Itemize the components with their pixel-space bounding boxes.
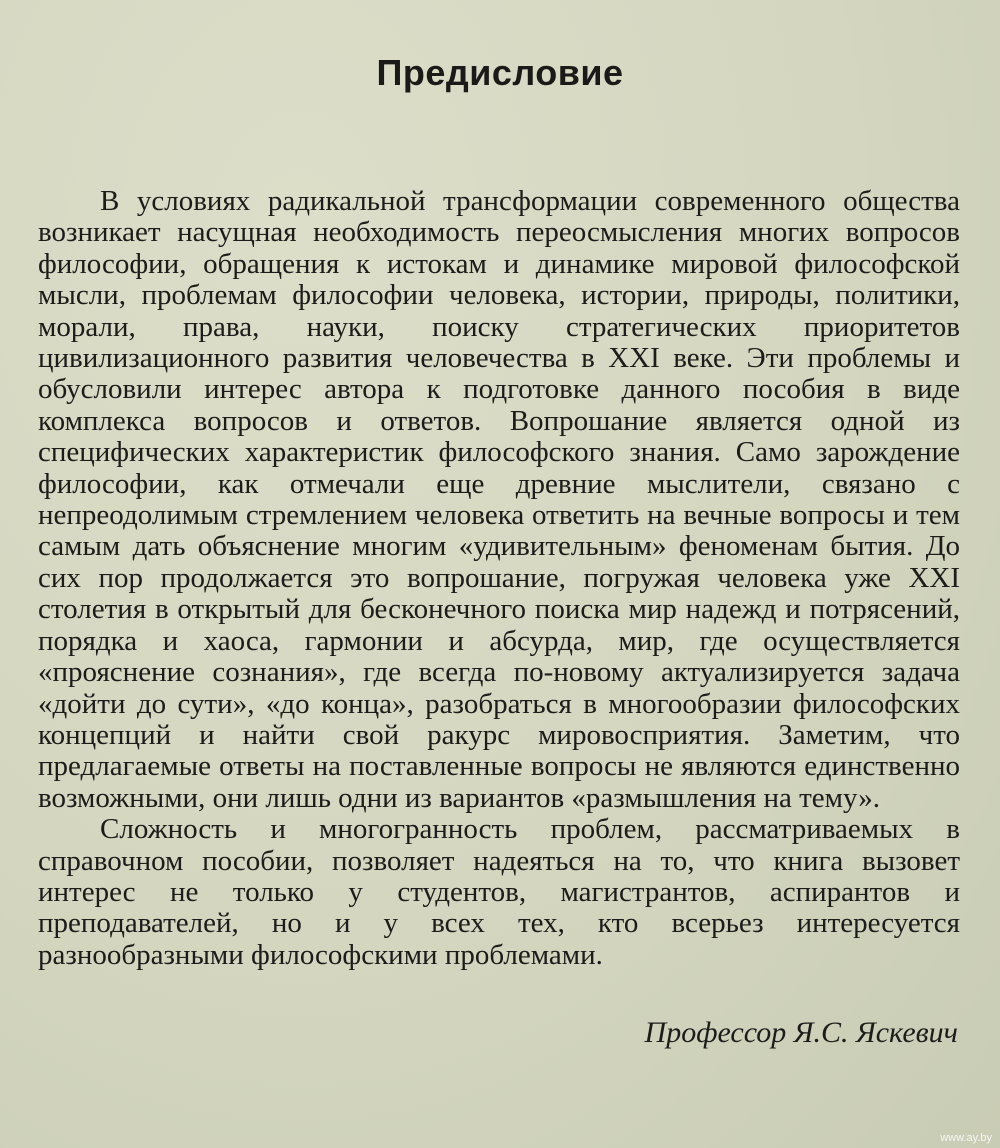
paragraph-1: В условиях радикальной трансформации современного общества возникает насущная необходимость переосмысления многих вопросов философии, обращения к истокам и динамике мировой философской мысли, проблемам философии человека, истории, природы, политики, морали, права, науки, поиску стратегических приоритетов цивилизационного развития человечества в XXI веке. Эти проблемы и обусловили интерес автора к подготовке данного пособия в виде комплекса вопросов и ответов. Вопрошание является одной из специфических характеристик философского знания. Само зарождение философии, как отмечали еще древние мыслители, связано с непреодолимым стремлением человека ответить на вечные вопросы и тем самым дать объяснение многим «удивительным» феноменам бытия. До сих пор продолжается это вопрошание, погружая человека уже XXI столетия в открытый для бесконечного поиска мир надежд и потрясений, порядка и хаоса, гармонии и абсурда, мир, где осуществляется «прояснение сознания», где всегда по-новому актуализируется задача «дойти до сути», «до конца», разобраться в многообразии философских концепций и найти свой ракурс мировосприятия. Заметим, что предлагаемые ответы на поставленные вопросы не являются единственно возможными, они лишь одни из вариантов «размышления на тему». [38,185,960,814]
watermark: www.ay.by [940,1132,992,1144]
author-signature: Профессор Я.С. Яскевич [644,1016,958,1049]
paragraph-2: Сложность и многогранность проблем, рассматриваемых в справочном пособии, позволяет надеяться на то, что книга вызовет интерес не только у студентов, магистрантов, аспирантов и преподавателей, но и у всех тех, кто всерьез интересуется разнообразными философскими проблемами. [38,813,960,971]
preface-text [38,186,960,971]
page-title: Предисловие [376,52,624,93]
